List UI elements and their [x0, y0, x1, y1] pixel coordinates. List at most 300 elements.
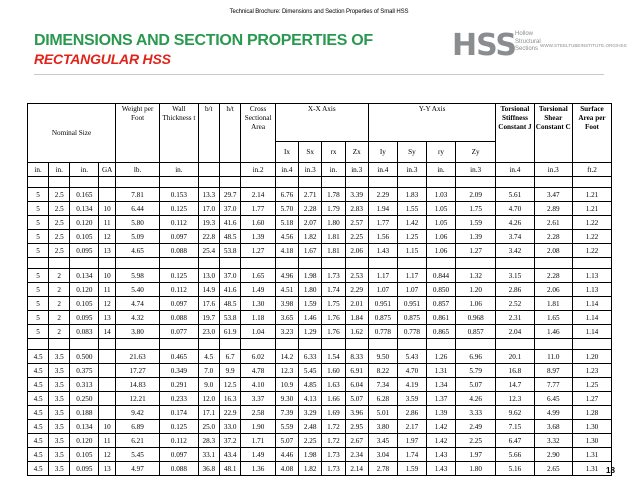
table-cell: 6.76 [275, 188, 298, 202]
table-cell: 4.5 [28, 462, 49, 476]
header-weight: Weight per Foot [115, 104, 159, 163]
table-cell: 1.55 [397, 202, 426, 216]
table-cell: 1.59 [456, 216, 496, 230]
logo-tag-hollow: Hollow [515, 31, 534, 37]
table-cell: 2.53 [345, 269, 368, 283]
table-cell: 4.5 [28, 378, 49, 392]
spacer-cell [345, 258, 368, 269]
spacer-cell [572, 258, 611, 269]
table-cell: 5.07 [456, 378, 496, 392]
table-cell: 7.39 [275, 406, 298, 420]
table-cell: 5.45 [299, 364, 322, 378]
table-cell: 7.81 [115, 188, 159, 202]
table-cell: 4.96 [275, 269, 298, 283]
table-cell: 5 [28, 244, 49, 258]
table-cell: 1.97 [456, 448, 496, 462]
page-subtitle: RECTANGULAR HSS [34, 51, 171, 67]
units-cell [198, 163, 219, 177]
table-cell: 1.21 [572, 202, 611, 216]
table-cell: 37.0 [219, 269, 240, 283]
table-cell: 3.37 [241, 392, 275, 406]
table-cell: 9.30 [275, 392, 298, 406]
table-cell: 12.3 [275, 364, 298, 378]
table-cell: 1.63 [322, 378, 345, 392]
table-cell: 0.968 [456, 311, 496, 325]
table-cell: 5.98 [115, 269, 159, 283]
table-cell: 5.79 [456, 364, 496, 378]
table-cell: 5 [28, 311, 49, 325]
table-cell: 1.27 [456, 244, 496, 258]
table-row [28, 216, 612, 230]
header-yy-axis: Y-Y Axis [368, 104, 495, 142]
hss-logo [452, 28, 627, 70]
table-cell: 2.14 [241, 188, 275, 202]
table-cell: 1.56 [368, 230, 397, 244]
table-cell: 12 [99, 297, 116, 311]
table-cell: 3.29 [299, 406, 322, 420]
table-cell: 5 [28, 230, 49, 244]
table-cell: 2.83 [345, 202, 368, 216]
table-cell: 1.21 [572, 188, 611, 202]
table-cell: 0.097 [160, 448, 198, 462]
units-cell: in.2 [241, 163, 275, 177]
logo-tag-sections: Sections [515, 46, 539, 52]
table-cell: 1.17 [397, 269, 426, 283]
table-cell: 1.05 [426, 202, 455, 216]
table-cell: 3.5 [49, 378, 70, 392]
spacer-cell [322, 258, 345, 269]
units-cell: in. [426, 163, 455, 177]
table-cell: 1.75 [456, 202, 496, 216]
table-cell: 1.30 [572, 434, 611, 448]
table-cell: 1.74 [322, 283, 345, 297]
table-cell: 1.42 [397, 216, 426, 230]
table-cell: 0.865 [426, 325, 455, 339]
table-cell: 23.0 [198, 325, 219, 339]
table-cell: 1.37 [426, 392, 455, 406]
table-cell: 13.0 [198, 269, 219, 283]
table-cell: 1.17 [368, 269, 397, 283]
table-cell: 0.112 [160, 216, 198, 230]
table-cell: 6.33 [299, 350, 322, 364]
table-cell: 8.22 [368, 364, 397, 378]
spacer-cell [275, 258, 298, 269]
table-cell: 1.49 [241, 283, 275, 297]
spacer-cell [219, 339, 240, 350]
table-cell: 12.3 [496, 392, 534, 406]
title-divider [34, 74, 604, 75]
table-cell: 2.29 [368, 188, 397, 202]
table-cell: 3.96 [345, 406, 368, 420]
table-cell: 1.36 [241, 462, 275, 476]
table-cell: 0.125 [160, 420, 198, 434]
table-cell: 1.20 [572, 350, 611, 364]
table-cell: 0.105 [70, 297, 99, 311]
table-cell: 41.6 [219, 283, 240, 297]
table-cell: 16.3 [219, 392, 240, 406]
table-cell: 1.43 [368, 244, 397, 258]
table-cell: 0.951 [397, 297, 426, 311]
table-row [28, 244, 612, 258]
table-cell: 13 [99, 311, 116, 325]
table-cell: 1.49 [241, 448, 275, 462]
table-cell: 1.83 [397, 188, 426, 202]
table-cell [99, 406, 116, 420]
table-cell: 2.65 [534, 462, 572, 476]
table-cell: 20.1 [496, 350, 534, 364]
table-cell: 0.112 [160, 434, 198, 448]
table-cell: 36.8 [198, 462, 219, 476]
table-cell: 25.4 [198, 244, 219, 258]
spacer-cell [299, 339, 322, 350]
table-cell: 6.7 [219, 350, 240, 364]
table-cell: 16.8 [496, 364, 534, 378]
table-cell: 22.8 [198, 230, 219, 244]
table-cell: 2.95 [345, 420, 368, 434]
table-cell: 1.82 [299, 462, 322, 476]
table-cell: 4.5 [28, 406, 49, 420]
table-cell: 0.134 [70, 202, 99, 216]
table-cell: 3.23 [275, 325, 298, 339]
table-cell: 1.80 [456, 462, 496, 476]
spacer-cell [70, 177, 99, 188]
table-cell: 17.0 [198, 202, 219, 216]
table-cell: 9.42 [115, 406, 159, 420]
units-cell: in.4 [496, 163, 534, 177]
table-cell: 12 [99, 230, 116, 244]
table-header-row [28, 104, 612, 142]
table-cell: 14.2 [275, 350, 298, 364]
table-cell: 13 [99, 462, 116, 476]
units-cell: in.3 [299, 163, 322, 177]
table-cell: 2.06 [345, 244, 368, 258]
table-body [28, 163, 612, 476]
spacer-cell [368, 177, 397, 188]
table-cell: 0.857 [456, 325, 496, 339]
table-cell: 2.25 [345, 230, 368, 244]
table-cell: 1.39 [241, 230, 275, 244]
table-cell: 11 [99, 283, 116, 297]
table-cell: 1.94 [368, 202, 397, 216]
table-cell: 4.5 [28, 350, 49, 364]
table-cell: 5.01 [368, 406, 397, 420]
table-cell: 29.7 [219, 188, 240, 202]
units-cell: GA [99, 163, 116, 177]
table-cell: 53.8 [219, 244, 240, 258]
spacer-cell [397, 258, 426, 269]
logo-tag-structural: Structural [515, 38, 541, 45]
header-torsional-stiffness: Torsional Stiffness Constant J [496, 104, 534, 163]
table-cell: 11 [99, 216, 116, 230]
table-cell [99, 392, 116, 406]
table-cell: 1.81 [322, 244, 345, 258]
header-xx-axis: X-X Axis [275, 104, 368, 142]
table-cell: 3.5 [49, 420, 70, 434]
table-cell: 3.5 [49, 406, 70, 420]
table-cell: 7.77 [534, 378, 572, 392]
table-row [28, 378, 612, 392]
units-cell [219, 163, 240, 177]
spacer-cell [397, 339, 426, 350]
table-cell: 1.05 [426, 216, 455, 230]
page-number: 18 [606, 466, 615, 475]
table-cell: 6.28 [368, 392, 397, 406]
group-spacer-row [28, 177, 612, 188]
spacer-cell [322, 177, 345, 188]
table-cell: 4.51 [275, 283, 298, 297]
table-cell: 1.07 [397, 283, 426, 297]
table-cell: 1.98 [299, 269, 322, 283]
table-cell: 3.5 [49, 392, 70, 406]
spacer-cell [49, 339, 70, 350]
table-cell: 1.25 [397, 230, 426, 244]
table-cell: 1.13 [572, 269, 611, 283]
spacer-cell [496, 339, 534, 350]
table-row [28, 202, 612, 216]
spacer-cell [534, 339, 572, 350]
table-cell: 5 [28, 269, 49, 283]
table-cell: 1.80 [322, 216, 345, 230]
table-row [28, 188, 612, 202]
table-cell: 0.778 [397, 325, 426, 339]
table-cell: 61.9 [219, 325, 240, 339]
table-cell: 0.097 [160, 297, 198, 311]
table-cell: 4.70 [496, 202, 534, 216]
table-cell: 3.5 [49, 462, 70, 476]
units-cell: ft.2 [572, 163, 611, 177]
table-cell: 1.60 [322, 364, 345, 378]
table-cell: 0.120 [70, 434, 99, 448]
table-cell: 0.120 [70, 283, 99, 297]
spacer-cell [426, 177, 455, 188]
table-cell: 3.5 [49, 448, 70, 462]
table-cell: 1.69 [322, 406, 345, 420]
table-cell: 1.04 [241, 325, 275, 339]
table-cell: 1.29 [299, 325, 322, 339]
spacer-cell [496, 177, 534, 188]
table-cell: 0.375 [70, 364, 99, 378]
table-cell: 11.0 [534, 350, 572, 364]
table-cell: 1.30 [572, 420, 611, 434]
spacer-cell [219, 177, 240, 188]
table-cell: 6.44 [115, 202, 159, 216]
table-cell: 1.77 [368, 216, 397, 230]
table-cell: 1.76 [322, 311, 345, 325]
table-cell: 4.5 [28, 434, 49, 448]
table-cell: 2.86 [397, 406, 426, 420]
table-cell: 0.250 [70, 392, 99, 406]
table-cell: 12.0 [198, 392, 219, 406]
table-cell: 1.79 [322, 202, 345, 216]
hss-logo-tagline [515, 31, 541, 54]
spacer-cell [496, 258, 534, 269]
table-cell: 5.61 [496, 188, 534, 202]
table-cell: 4.5 [28, 420, 49, 434]
spacer-cell [28, 339, 49, 350]
header-ry: ry [426, 142, 455, 163]
table-row [28, 462, 612, 476]
spacer-cell [28, 177, 49, 188]
table-cell: 4.56 [275, 230, 298, 244]
table-cell: 1.42 [426, 434, 455, 448]
table-row [28, 448, 612, 462]
table-cell: 0.850 [426, 283, 455, 297]
table-row [28, 311, 612, 325]
header-sy: Sy [397, 142, 426, 163]
table-cell: 1.06 [456, 297, 496, 311]
table-cell: 0.112 [160, 283, 198, 297]
table-cell: 1.90 [241, 420, 275, 434]
table-cell: 1.13 [572, 283, 611, 297]
table-cell: 4.65 [115, 244, 159, 258]
table-cell: 2.5 [49, 188, 70, 202]
table-cell: 12.21 [115, 392, 159, 406]
spacer-cell [275, 339, 298, 350]
table-cell: 0.857 [426, 297, 455, 311]
table-cell: 14.83 [115, 378, 159, 392]
table-cell: 2.14 [345, 462, 368, 476]
table-cell: 0.105 [70, 448, 99, 462]
table-cell: 1.84 [345, 311, 368, 325]
table-cell: 0.088 [160, 462, 198, 476]
table-cell: 0.174 [160, 406, 198, 420]
table-cell: 11 [99, 434, 116, 448]
table-cell: 5.43 [397, 350, 426, 364]
table-cell: 3.80 [115, 325, 159, 339]
table-cell: 22.9 [219, 406, 240, 420]
table-cell: 3.04 [368, 448, 397, 462]
table-cell: 1.25 [572, 378, 611, 392]
table-cell: 7.15 [496, 420, 534, 434]
header-ht: h/t [219, 104, 240, 163]
spacer-cell [426, 258, 455, 269]
table-cell: 5 [28, 325, 49, 339]
header-iy: Iy [368, 142, 397, 163]
spacer-cell [70, 258, 99, 269]
table-cell: 6.89 [115, 420, 159, 434]
table-cell: 0.095 [70, 244, 99, 258]
table-cell: 2.5 [49, 244, 70, 258]
table-cell: 5.45 [115, 448, 159, 462]
table-cell: 5.59 [275, 420, 298, 434]
table-row [28, 350, 612, 364]
table-cell: 0.188 [70, 406, 99, 420]
table-cell: 1.20 [456, 283, 496, 297]
table-cell: 4.85 [299, 378, 322, 392]
spacer-cell [160, 177, 198, 188]
table-cell: 1.98 [299, 448, 322, 462]
spacer-cell [198, 177, 219, 188]
spacer-cell [115, 339, 159, 350]
table-cell: 0.095 [70, 311, 99, 325]
table-cell: 1.73 [322, 462, 345, 476]
table-cell: 1.62 [345, 325, 368, 339]
table-cell: 1.75 [322, 297, 345, 311]
table-cell: 2 [49, 269, 70, 283]
table-cell: 4.5 [28, 364, 49, 378]
table-cell: 1.18 [241, 311, 275, 325]
table-cell: 1.46 [299, 311, 322, 325]
table-cell: 3.47 [534, 188, 572, 202]
table-cell: 4.19 [397, 378, 426, 392]
table-cell: 3.68 [534, 420, 572, 434]
spacer-cell [28, 258, 49, 269]
table-cell: 2.90 [534, 448, 572, 462]
units-cell: in. [322, 163, 345, 177]
table-cell: 12.5 [219, 378, 240, 392]
table-cell: 8.97 [534, 364, 572, 378]
table-cell: 2.04 [496, 325, 534, 339]
table-cell: 0.349 [160, 364, 198, 378]
table-cell: 2.07 [299, 216, 322, 230]
table-row [28, 269, 612, 283]
table-cell: 1.26 [426, 350, 455, 364]
units-cell: in. [160, 163, 198, 177]
table-cell: 9.0 [198, 378, 219, 392]
table-cell: 10 [99, 420, 116, 434]
table-cell: 2.61 [534, 216, 572, 230]
header-zx: Zx [345, 142, 368, 163]
table-cell: 0.125 [160, 202, 198, 216]
table-cell [99, 378, 116, 392]
table-cell: 1.60 [241, 216, 275, 230]
spacer-cell [345, 339, 368, 350]
spacer-cell [99, 339, 116, 350]
table-cell: 4.18 [275, 244, 298, 258]
table-cell: 1.15 [397, 244, 426, 258]
table-cell: 5.80 [115, 216, 159, 230]
table-cell: 4.97 [115, 462, 159, 476]
table-row [28, 420, 612, 434]
units-cell: in. [70, 163, 99, 177]
table-cell: 48.1 [219, 462, 240, 476]
table-cell: 4.5 [28, 448, 49, 462]
table-cell: 1.07 [368, 283, 397, 297]
header-surface-area: Surface Area per Foot [572, 104, 611, 163]
table-cell: 1.39 [456, 230, 496, 244]
table-cell: 5 [28, 188, 49, 202]
table-cell: 17.6 [198, 297, 219, 311]
table-cell: 1.30 [241, 297, 275, 311]
spacer-cell [368, 258, 397, 269]
spacer-cell [219, 258, 240, 269]
table-cell: 3.45 [368, 434, 397, 448]
table-cell: 3.59 [397, 392, 426, 406]
table-cell: 1.65 [534, 311, 572, 325]
table-cell: 4.08 [275, 462, 298, 476]
table-cell: 0.165 [70, 188, 99, 202]
table-cell: 2.17 [397, 420, 426, 434]
spacer-cell [241, 258, 275, 269]
table-cell: 1.32 [456, 269, 496, 283]
table-cell: 17.27 [115, 364, 159, 378]
header-zy: Zy [456, 142, 496, 163]
table-cell: 2.86 [496, 283, 534, 297]
table-row [28, 283, 612, 297]
table-cell: 48.5 [219, 297, 240, 311]
table-cell: 2.49 [456, 420, 496, 434]
table-cell: 19.7 [198, 311, 219, 325]
table-cell: 0.778 [368, 325, 397, 339]
table-row [28, 406, 612, 420]
table-cell: 1.31 [572, 448, 611, 462]
hss-properties-table [27, 103, 612, 476]
table-cell: 4.5 [28, 392, 49, 406]
table-cell: 1.28 [572, 406, 611, 420]
table-cell: 19.3 [198, 216, 219, 230]
table-cell: 13.3 [198, 188, 219, 202]
table-cell: 1.67 [299, 244, 322, 258]
